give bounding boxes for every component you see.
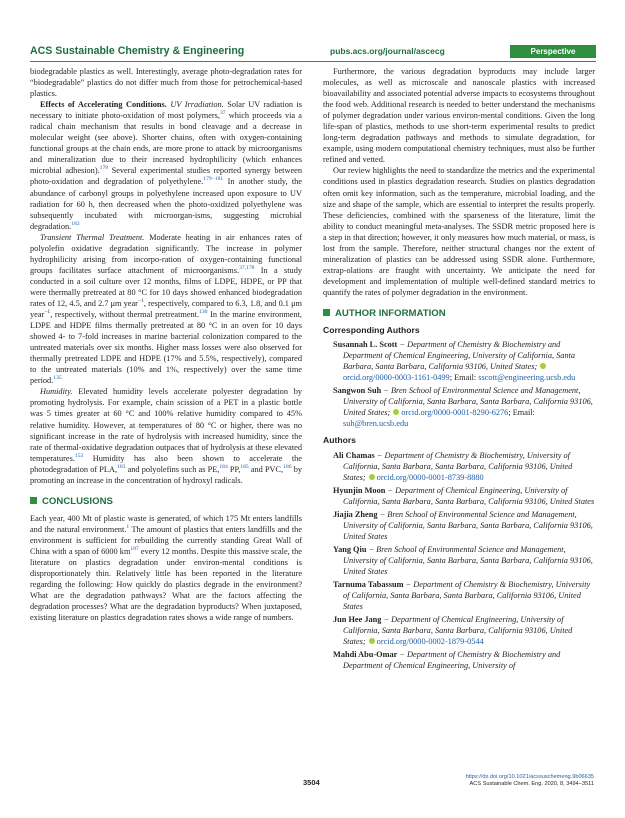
author-information-heading: AUTHOR INFORMATION [323,308,595,319]
subsection-run-heading: Transient Thermal Treatment. [40,232,145,242]
email-label: Email: [454,373,479,383]
author-affiliation: − Department of Chemistry & Biochemistry and Department of Chemical Engineering, University of [343,650,561,671]
author-name: Ali Chamas [333,450,375,460]
article-type-badge: Perspective [510,45,596,58]
reference-link[interactable]: 1 [126,524,130,531]
subsection-run-heading: Humidity. [40,387,73,397]
author-affiliation: − Bren School of Environmental Science and Management, University of California, Santa Barbara, Santa Barbara, California 93106, United States [343,544,593,576]
author-name: Hyunjin Moon [333,485,386,495]
reference-link[interactable]: 37,178 [239,265,255,272]
author-entry [333,544,595,577]
orcid-link[interactable]: orcid.org/0000-0003-1161-0499 [343,373,450,383]
reference-link[interactable]: 182 [71,220,80,227]
orcid-icon[interactable] [393,409,399,415]
doi-link[interactable]: https://dx.doi.org/10.1021/acssuschemeng.9b06635 [465,774,594,780]
conclusions-heading: CONCLUSIONS [30,496,302,507]
author-entry: Susannah L. Scott − Department of Chemistry & Biochemistry and Department of Chemical Engineering, University of California, Santa Barbara, Santa Barbara, California 93106, United States; orcid.org/0000-0003-1161-0499; Email: sscott@engineering.ucsb.edu [333,340,576,383]
author-affiliation: − Department of Chemical Engineering, University of California, Santa Barbara, Santa Barbara, California 93106, United States [343,485,595,506]
author-affiliation: − Bren School of Environmental Science and Management, University of California, Santa Barbara, Santa Barbara, California 93106, United States; [343,386,593,418]
author-name: Mahdi Abu-Omar [333,650,398,660]
section-square-icon [30,497,37,504]
author-name: Tarnuma Tabassum [333,580,404,590]
author-name: Susannah L. Scott [333,340,398,350]
paragraph: Furthermore, the various degradation byproducts may include larger molecules, as well as microscale and nanoscale plastics with increased bioavailability and associated potential adverse impacts to ecosystems throughout the food web. Additional research is needed to better understand the mechanisms of polymer degradation under various environ-mental conditions. Given the long life-span of plastics, methods to use short-term experimental results to predict long-term degradation pathways and methods to simulate degradation, for example, using modern computational chemistry techniques, must also be further refined and vetted. [323,67,595,165]
subsection-run-heading: UV Irradiation. [170,100,224,110]
author-entry: Sangwon Suh − Bren School of Environmental Science and Management, University of California, Santa Barbara, Santa Barbara, California 93106, United States; orcid.org/0000-0001-8290-6276; Email: suh@bren.ucsb.edu [333,386,593,429]
email-link[interactable]: sscott@engineering.ucsb.edu [478,373,576,383]
paragraph-conclusions: Each year, 400 Mt of plastic waste is generated, of which 175 Mt enters landfills and the natural environment.$^1$ The amount of plastics that enters landfills and the environment is sufficient for rebuilding the currently standing Great Wall of China with a span of 6000 $km^{187}$ every 12 months. Despite this massive scale, the literature on plastics degradation under environ-mental conditions is disproportionately thin. Relatively little has been reported in the literature regarding the following: How quickly do plastics degrade in the environment? What are the degradation pathways? What are the factors affecting the degradation processes? What are the degradation byproducts? When juxtaposed, existing literature on plastics degradation rates shows a wide range of numbers. [30,513,302,623]
corresponding-author-list [323,339,595,429]
reference-link[interactable]: 130 [199,309,208,316]
author-entry [333,649,595,671]
orcid-link[interactable]: orcid.org/0000-0002-1879-0544 [376,637,484,647]
author-affiliation: − Department of Chemical Engineering, University of California, Santa Barbara, Santa Barbara, California 93106, United States; [343,615,573,647]
reference-link[interactable]: 186 [283,463,292,470]
reference-link[interactable]: 185 [240,463,249,470]
orcid-icon[interactable] [540,363,546,369]
author-name: Yang Qiu [333,544,367,554]
superscript: −1 [44,309,51,316]
reference-link[interactable]: 183 [117,463,126,470]
author-entry [333,509,595,542]
orcid-icon[interactable] [369,474,375,480]
citation: ACS Sustainable Chem. Eng. 2020, 8, 3494−3511 [469,781,594,787]
paragraph-thermal: Transient Thermal Treatment. Moderate heating in air enhances rates of polyolefin oxidative degradation significantly. The increase in polymer hydrophilicity arising from incorpo-ration of oxygen-containing functional groups facilitates surface attachment of microorganisms.$^{37,178}$ In a study conducted in a soil culture over 12 months, films of LDPE, HDPE, or PP that were thermally pretreated at 80 °C for 10 days showed enhanced biodegradation rates of 12, 4.5, and 2.7 μm year$^{-1}$, respectively, compared to 6.3, 1.8, and 0.1 μm year$^{-1}$, respectively, without thermal pretreatment.$^{130}$ In the marine environment, LDPE and HDPE films thermally pretreated at 80 °C in an oven for 10 days showed 4- to 7-fold increases in marine bacterial colonization compared to the untreated materials over six months. Higher mass losses were also observed for thermally pretreated LDPE and HDPE (17% and 5.5%, respectively), compared to the untreated materials (10% and 1%, respectively) over the same time period.$^{135}$ [30,232,302,386]
header-rule [30,61,596,62]
section-run-heading: Effects of Accelerating Conditions. [40,100,167,110]
right-column [323,66,595,673]
author-entry [333,450,595,483]
page-header [30,45,596,59]
author-name: Sangwon Suh [333,386,382,396]
reference-link[interactable]: 178 [99,165,109,172]
superscript: −1 [137,298,144,305]
orcid-link[interactable]: orcid.org/0000-0001-8739-8880 [376,472,484,482]
author-list [323,450,595,672]
author-affiliation: − Bren School of Environmental Science and Management, University of California, Santa Barbara, Santa Barbara, California 93106, United States [343,509,593,541]
reference-link[interactable]: 179−181 [203,176,224,183]
author-entry [333,579,595,612]
author-affiliation: − Department of Chemistry & Biochemistry, University of California, Santa Barbara, Santa Barbara, California 93106, United States; [343,450,573,482]
author-entry [333,614,595,647]
section-square-icon [323,309,330,316]
orcid-icon[interactable] [369,638,375,644]
reference-link[interactable]: 135 [53,375,62,382]
author-entry [333,485,595,507]
paragraph-humidity: Humidity. Elevated humidity levels accelerate polyester degradation by promoting hydrolysis. For example, chain scission of a PET in a plastic bottle was 5 times greater at 60 °C and 100% relative humidity compared to 45% relative humidity. However, at temperatures of 80 °C or higher, there was no significant increase in the rate of hydrolysis with increased humidity, since the rate of thermal-oxidative degradation outpaces that of hydrolysis at these elevated temperatures.$^{153}$ Humidity has also been shown to accelerate the photodegradation of PLA,$^{183}$ and polyolefins such as PE,$^{184}$ PP,$^{185}$ and PVC,$^{186}$ by promoting an increase in the concentration of hydroxyl radicals. [30,387,303,485]
reference-link[interactable]: 187 [130,546,139,553]
author-name: Jun Hee Jang [333,615,382,625]
paragraph: biodegradable plastics as well. Interestingly, average photo-degradation rates for “biodegradable” plastics do not differ much from those for petrochemical-based plastics. [30,67,302,99]
author-name: Jiajia Zheng [333,509,378,519]
orcid-link[interactable]: orcid.org/0000-0001-8290-6276 [401,408,509,418]
email-link[interactable]: suh@bren.ucsb.edu [343,419,409,429]
journal-url[interactable]: pubs.acs.org/journal/ascecg [330,46,445,56]
authors-heading: Authors [323,435,356,446]
page-number: 3504 [303,778,320,787]
author-affiliation: − Department of Chemistry & Biochemistry and Department of Chemical Engineering, University of California, Santa Barbara, Santa Barbara, California 93106, United States; [343,340,576,372]
left-column [30,66,302,623]
email-label: Email: [512,408,535,418]
reference-link[interactable]: 153 [74,452,84,459]
paragraph-uv: Effects of Accelerating Conditions. UV Irradiation. Solar UV radiation is necessary to initiate photo-oxidation of most polymers,$^{37}$ which proceeds via a radical chain mechanism that results in bond cleavage and a decrease in molecular weight (see above). Shorter chains, often with oxygen-containing functional groups at the chain ends, are more prone to attack by microorganisms and mineralization due to their increased hydrophilicity (which enhances microbial adhesion).$^{178}$ Several experimental studies reported synergy between photo-oxidation and degradation of polyethylene.$^{179-181}$ In another study, the abundance of carbonyl groups in polyethylene increased upon exposure to UV radiation for 60 h, then decreased when the photo-oxidized polyethylene was subsequently incubated with microorgan-isms, suggesting microbial degradation.$^{182}$ [30,100,303,231]
journal-name: ACS Sustainable Chemistry & Engineering [30,45,245,57]
author-affiliation: − Department of Chemistry & Biochemistry, University of California, Santa Barbara, Santa Barbara, California 93106, United States [343,580,591,612]
corresponding-authors-heading: Corresponding Authors [323,325,420,336]
reference-link[interactable]: 37 [219,110,226,117]
reference-link[interactable]: 184 [219,463,228,470]
paragraph: Our review highlights the need to standardize the metrics and the experimental conditions used in plastics degradation research. Studies on plastics degradation often omit key information, such as the temperature, microbial loading, and the size and shape of the sample, which are essential to interpret the results properly. These deficiencies, combined with the sparseness of the literature, limit the ability to conduct meaningful meta-analyses. The SSDR metric proposed here is a step in that direction; however, it only measures how much material, or mass, is lost from the sample. Therefore, neither structural changes nor the extent of mineralization of plastics can be addressed using SSDR alone. Furthermore, extrap-olations are fraught with uncertainty. We anticipate the need for development and implementation of multiple well-defined standard metrics to quantify the rates of polymer degradation in the environment. [323,166,595,297]
